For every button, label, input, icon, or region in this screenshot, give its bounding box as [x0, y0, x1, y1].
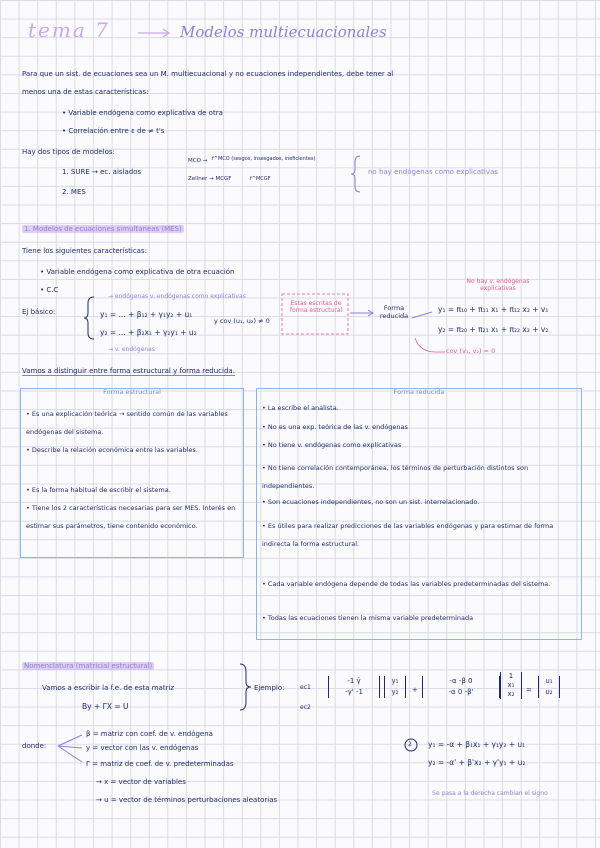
vector-x-2: x₁ — [507, 681, 515, 690]
forma-reducida-label: Forma reducida — [379, 304, 409, 320]
vector-y — [384, 676, 406, 698]
ec1-label: ec1 — [300, 684, 311, 691]
topic-number: tema 7 — [28, 18, 110, 42]
nomenclatura-text: Vamos a escribir la f.e. de esta matriz — [42, 684, 175, 692]
equals-sign: = — [526, 686, 532, 694]
models-brace-note: no hay endógenas como explicativas — [368, 168, 498, 176]
nomenclatura-eq: By + ΓX = U — [82, 702, 129, 711]
forma-reducida-title: Forma reducida — [393, 388, 445, 396]
example-eq-2: y₂ = -α' + β'x₂ + γ'y₁ + u₂ — [428, 758, 526, 767]
def-x: → x = vector de variables — [96, 778, 186, 786]
distinguish-text: Vamos a distinguir entre forma estructural y forma reducida. — [22, 367, 235, 375]
matrix-gamma-row-2: -α 0 -β' — [448, 688, 474, 697]
reducida-item-3: • No tiene v. endógenas como explicativas — [262, 441, 402, 449]
section1-bullet-2: • C.C — [40, 286, 59, 294]
intro-line-3: Hay dos tipos de modelos: — [22, 148, 115, 156]
circled-number: 2 — [408, 741, 412, 748]
forma-estructural-note: Estas escritas de forma estructural — [289, 300, 343, 315]
reduced-cov: cov (v₁, v₂) = 0 — [446, 347, 496, 355]
vector-u — [538, 676, 560, 698]
reduced-eq-2: y₂ = π₂₀ + π₂₁ x₁ + π₂₂ x₂ + v₂ — [438, 325, 549, 334]
note-endogenas: → v. endógenas — [108, 346, 155, 353]
reducida-item-8: • Todas las ecuaciones tienen la misma variable predeterminada — [262, 614, 474, 622]
reducida-item-5: • Son ecuaciones independientes, no son un sist. interrelacionado. — [262, 498, 480, 506]
model-zellner-note: f^MCGF — [250, 176, 271, 182]
section1-title: 1. Modelos de ecuaciones simultaneas (MES) — [24, 225, 182, 233]
reduced-note: No hay v. endógenas explicativas — [466, 278, 530, 293]
section1-intro: Tiene los siguientes características: — [22, 247, 147, 255]
vector-y-2: y₂ — [391, 688, 399, 697]
def-beta: β = matriz con coef. de v. endógena — [86, 730, 213, 738]
forma-estructural-box — [20, 388, 244, 558]
vector-x-3: x₂ — [507, 690, 515, 699]
def-gamma: Γ = matriz de coef. de v. predeterminadas — [86, 760, 234, 768]
intro-bullet-1: • Variable endógena como explicativa de otra — [62, 109, 223, 117]
forma-reducida-box — [256, 388, 582, 640]
vector-x-1: 1 — [508, 672, 514, 680]
forma-estructural-title: Forma estructural — [103, 388, 161, 396]
vector-u-2: u₂ — [545, 688, 553, 697]
reducida-item-4: • No tiene correlación contemporánea, los términos de perturbación distintos son independientes. — [262, 464, 529, 490]
reducida-item-7: • Cada variable endógena depende de todas las variables predeterminadas del sistema. — [262, 580, 551, 588]
vector-y-1: y₁ — [391, 677, 399, 685]
matrix-B — [328, 676, 380, 698]
reducida-item-6: • Es útiles para realizar predicciones de las variables endógenas y para estimar de forma indirecta la forma estructural. — [262, 522, 554, 548]
plus-sign: + — [412, 686, 418, 694]
example-eq-1: y₁ = -α + β₁x₁ + γ₁y₂ + u₁ — [428, 740, 526, 749]
model-zellner: Zellner → MCGF — [188, 176, 232, 182]
section1-bullet-1: • Variable endógena como explicativa de otra ecuación — [40, 268, 235, 276]
matrix-B-row-2: -γ' -1 — [345, 688, 363, 697]
intro-line-1: Para que un sist. de ecuaciones sea un M. multiecuacional y no ecuaciones independientes, debe tener al — [22, 70, 394, 78]
reduced-eq-1: y₁ = π₁₀ + π₁₁ x₁ + π₁₂ x₂ + v₁ — [438, 305, 549, 314]
intro-line-2: menos una de estas características: — [22, 88, 149, 96]
reducida-item-1: • La escribe el analista. — [262, 404, 339, 412]
vector-u-1: u₁ — [545, 677, 553, 685]
ejemplo-label: Ejemplo: — [254, 684, 285, 692]
vector-x — [500, 672, 522, 699]
nomenclatura-title: Nomenclatura (matricial estructural) — [24, 662, 153, 670]
structural-eq-2: y₂ = ... + β₂x₁ + γ₂y₁ + u₂ — [100, 328, 197, 337]
model-mes: 2. MES — [62, 188, 86, 196]
estructural-item-3: • Es la forma habitual de escribir el sistema. — [26, 486, 171, 494]
matrix-gamma-row-1: -α -β 0 — [449, 677, 473, 685]
example-label: Ej básico: — [22, 308, 56, 316]
ec2-label: ec2 — [300, 704, 311, 711]
def-y: y = vector con las v. endógenas — [86, 744, 199, 752]
model-sure: 1. SURE → ec. aislados — [62, 168, 142, 176]
estructural-item-1: • Es una explicación teórica → sentido común de las variables endógenas del sistema. — [26, 410, 228, 436]
donde-label: donde: — [22, 742, 47, 750]
structural-cov: y cov (u₁, u₂) ≠ 0 — [214, 317, 270, 325]
estructural-item-4: • Tiene los 2 características necesarias para ser MES. Interés en estimar sus parámetros, tiene contenido económico. — [26, 504, 236, 530]
intro-bullet-2: • Correlación entre ε de ≠ t's — [62, 127, 165, 135]
def-u: → u = vector de términos perturbaciones aleatorias — [96, 796, 278, 804]
reducida-item-2: • No es una exp. teórica de las v. endógenas — [262, 423, 408, 431]
matrix-B-row-1: -1 γ̄ — [347, 677, 361, 685]
estructural-item-2: • Describe la relación económica entre las variables. — [26, 446, 198, 454]
matrix-gamma — [422, 676, 500, 698]
example-note: Se pasa a la derecha cambian el signo — [432, 790, 548, 797]
structural-eq-1: y₁ = ... + β₁₂ + γ₁y₂ + u₁ — [100, 310, 193, 319]
page-title: Modelos multiecuacionales — [180, 23, 387, 41]
model-mco-note: f^MCO (sesgos, insesgados, ineficientes) — [212, 156, 316, 162]
note-endogenas-explicativas: → endógenas v. endógenas como explicativas — [108, 293, 246, 300]
model-mco: MCO → — [188, 158, 208, 164]
